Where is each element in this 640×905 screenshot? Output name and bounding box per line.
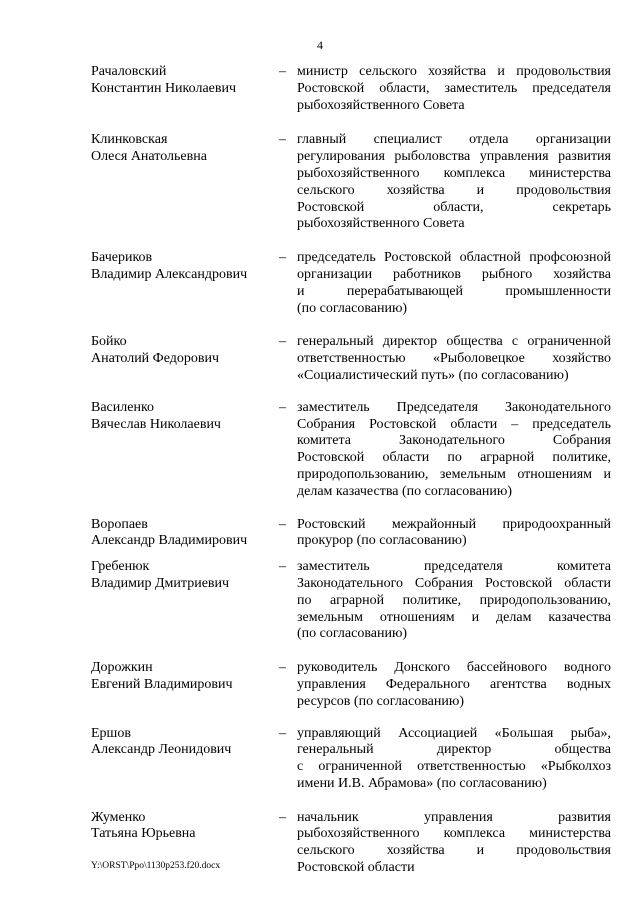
member-role <box>297 334 611 384</box>
member-role <box>297 810 611 877</box>
member-row <box>91 559 611 643</box>
role-line: (по согласованию) <box>297 300 408 316</box>
role-line: начальник управления развития <box>297 809 611 825</box>
role-line: руководитель Донского бассейнового водного <box>297 660 611 676</box>
role-line: рыбохозяйственного Совета <box>297 97 465 113</box>
member-name <box>91 64 279 114</box>
member-given-names: Александр Леонидович <box>91 742 232 758</box>
member-given-names: Константин Николаевич <box>91 80 237 96</box>
role-line: генеральный директор общества с ограниченной <box>297 334 611 350</box>
member-surname: Василенко <box>91 399 155 415</box>
member-row <box>91 64 611 114</box>
member-surname: Воропаев <box>91 516 148 532</box>
role-line: организации работников рыбного хозяйства <box>297 266 611 282</box>
role-line: делам казачества (по согласованию) <box>297 483 513 499</box>
role-line: ответственностью «Рыболовецкое хозяйство <box>297 351 611 367</box>
role-line: главный специалист отдела организации <box>297 132 611 148</box>
dash-separator: – <box>279 334 286 350</box>
role-line: прокурор (по согласованию) <box>297 533 467 549</box>
member-surname: Клинковская <box>91 132 168 148</box>
member-row <box>91 334 611 384</box>
file-path-footer: Y:\ORST\Ppo\1130p253.f20.docx <box>91 861 221 871</box>
role-line: председатель Ростовской областной профсоюзной <box>297 250 611 266</box>
member-role <box>297 726 611 793</box>
page-number: 4 <box>317 38 323 52</box>
role-line: заместитель Председателя Законодательного <box>297 399 611 415</box>
dash-separator: – <box>279 660 286 676</box>
role-line: имени И.В. Абрамова» (по согласованию) <box>297 775 547 791</box>
role-line: по аграрной политике, природопользованию, <box>297 592 611 608</box>
member-surname: Бачериков <box>91 250 153 266</box>
role-line: Ростовской области <box>297 860 415 876</box>
member-name <box>91 400 279 501</box>
member-surname: Рачаловский <box>91 64 167 79</box>
role-line: Ростовской области, секретарь <box>297 199 611 215</box>
member-surname: Дорожкин <box>91 660 153 676</box>
member-surname: Ершов <box>91 725 131 741</box>
member-row <box>91 660 611 710</box>
member-role <box>297 517 611 551</box>
member-given-names: Евгений Владимирович <box>91 676 233 692</box>
role-line: Собрания Ростовской области – председатель <box>297 416 611 432</box>
member-row <box>91 726 611 793</box>
member-row <box>91 400 611 501</box>
member-row <box>91 517 611 551</box>
role-line: рыбохозяйственного комплекса министерства <box>297 165 611 181</box>
member-name <box>91 559 279 643</box>
member-role <box>297 400 611 501</box>
role-line: и перерабатывающей промышленности <box>297 283 611 299</box>
role-line: рыбохозяйственного Совета <box>297 216 465 232</box>
role-line: управляющий Ассоциацией «Большая рыба», <box>297 725 611 741</box>
member-given-names: Анатолий Федорович <box>91 351 220 367</box>
dash-separator: – <box>279 399 286 415</box>
dash-separator: – <box>279 559 286 575</box>
member-role <box>297 64 611 114</box>
member-role <box>297 559 611 643</box>
role-line: Ростовский межрайонный природоохранный <box>297 516 611 532</box>
member-role <box>297 250 611 317</box>
role-line: Ростовской области, заместитель председателя <box>297 80 611 96</box>
role-line: управления Федерального агентства водных <box>297 676 611 692</box>
member-given-names: Вячеслав Николаевич <box>91 416 221 432</box>
role-line: Законодательного Собрания Ростовской области <box>297 575 611 591</box>
dash-separator: – <box>279 809 286 825</box>
member-role <box>297 660 611 710</box>
role-line: Ростовской области по аграрной политике, <box>297 450 611 466</box>
members-list <box>91 64 611 877</box>
member-name <box>91 517 279 551</box>
dash-separator: – <box>279 64 286 79</box>
role-line: земельным отношениям и делам казачества <box>297 609 611 625</box>
role-line: сельского хозяйства и продовольствия <box>297 843 611 859</box>
role-line: рыбохозяйственного комплекса министерства <box>297 826 611 842</box>
dash-separator: – <box>279 516 286 532</box>
role-line: регулирования рыболовства управления развития <box>297 149 611 165</box>
member-name <box>91 250 279 317</box>
member-surname: Бойко <box>91 334 127 350</box>
member-name <box>91 334 279 384</box>
role-line: генеральный директор общества <box>297 742 611 758</box>
member-given-names: Татьяна Юрьевна <box>91 826 196 842</box>
member-name <box>91 660 279 710</box>
dash-separator: – <box>279 250 286 266</box>
role-line: природопользованию, земельным отношениям и <box>297 466 611 482</box>
role-line: заместитель председателя комитета <box>297 559 611 575</box>
member-row <box>91 250 611 317</box>
member-given-names: Владимир Дмитриевич <box>91 575 230 591</box>
role-line: министр сельского хозяйства и продовольствия <box>297 64 611 79</box>
role-line: (по согласованию) <box>297 626 408 642</box>
member-name <box>91 132 279 233</box>
member-surname: Жуменко <box>91 809 146 825</box>
dash-separator: – <box>279 725 286 741</box>
member-given-names: Владимир Александрович <box>91 266 248 282</box>
role-line: комитета Законодательного Собрания <box>297 433 611 449</box>
role-line: сельского хозяйства и продовольствия <box>297 182 611 198</box>
member-given-names: Олеся Анатольевна <box>91 149 207 165</box>
member-surname: Гребенюк <box>91 559 150 575</box>
role-line: с ограниченной ответственностью «Рыбколхоз <box>297 759 611 775</box>
dash-separator: – <box>279 132 286 148</box>
role-line: «Социалистический путь» (по согласованию) <box>297 367 569 383</box>
member-given-names: Александр Владимирович <box>91 533 248 549</box>
role-line: ресурсов (по согласованию) <box>297 693 464 709</box>
member-row <box>91 132 611 233</box>
member-role <box>297 132 611 233</box>
member-name <box>91 726 279 793</box>
